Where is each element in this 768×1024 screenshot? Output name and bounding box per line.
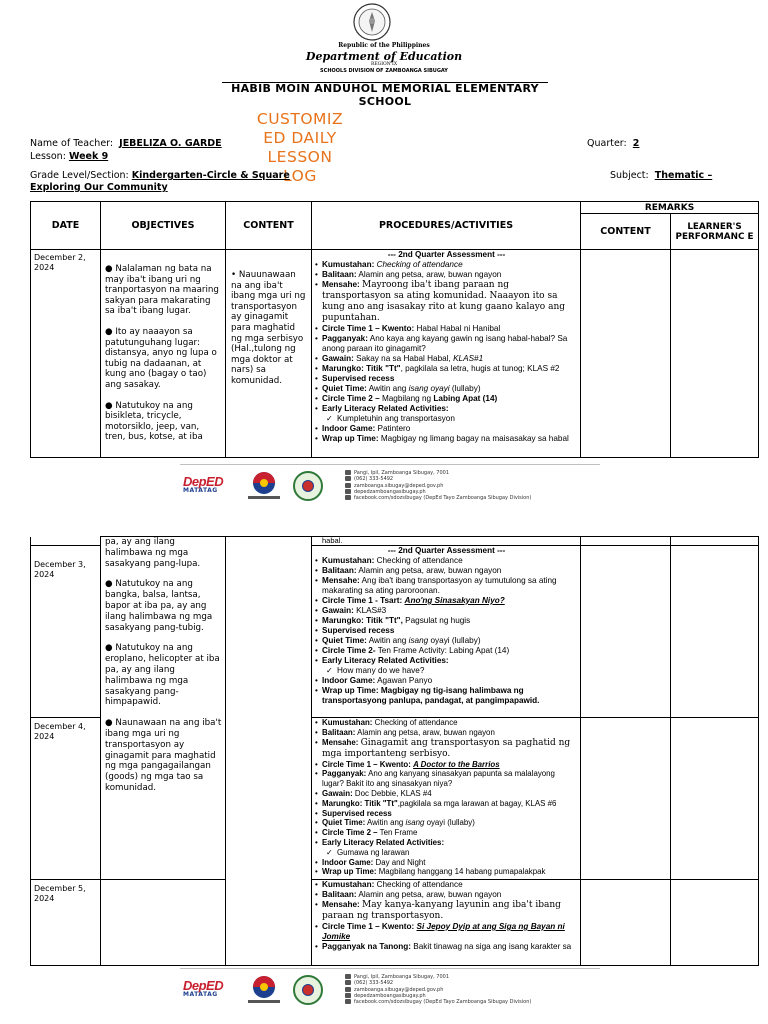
procedure-item: • Pagganyak: Ano ang kanyang sinasakyan papunta sa malalayong lugar? Bakit ito ang sinasakyan niya? xyxy=(315,769,578,789)
procedure-item: • Circle Time 1 – Kwento: Habal Habal ni Hanibal xyxy=(315,324,578,334)
procedure-item: • Wrap up Time: Magbigay ng tig-isang halimbawa ng transportasyong panlupa, pandagat, at pangimpapawid. xyxy=(315,686,578,706)
objectives-cell xyxy=(101,250,226,458)
procedure-item: • Balitaan: Alamin ang petsa, araw, buwan ngayon xyxy=(315,566,578,576)
globe-icon xyxy=(345,993,351,998)
subject-value: Thematic – xyxy=(654,170,713,181)
teacher-name: JEBELIZA O. GARDE xyxy=(119,138,222,149)
procedure-item: • Marungko: Titik "Tt",pagkilala sa mga larawan at bagay, KLAS #6 xyxy=(315,799,578,809)
procedure-item: • Kumustahan: Checking of attendance xyxy=(315,880,578,890)
lesson-week: Week 9 xyxy=(68,151,109,162)
objectives-cell-continued xyxy=(101,537,226,880)
email-icon xyxy=(345,987,351,992)
quarter-value: 2 xyxy=(632,138,640,149)
grade-row: Grade Level/Section: Kindergarten-Circle & Square xyxy=(30,170,290,181)
procedure-item: • Circle Time 2- Ten Frame Activity: Labing Apat (14) xyxy=(315,646,578,656)
page-footer xyxy=(180,464,600,506)
email-icon xyxy=(345,483,351,488)
procedure-item: • Indoor Game: Agawan Panyo xyxy=(315,676,578,686)
content-cell: • Nauunawaan na ang iba't ibang mga uri ng transportasyon ay ginagamit para maghatid ng mga serbisyo (Hal.,tulong ng mga doktor at nars) sa komunidad. xyxy=(226,250,312,458)
procedure-item: • Balitaan: Alamin ang petsa, araw, buwan ngayon xyxy=(315,728,578,738)
learner-performance-cell xyxy=(671,880,759,966)
procedure-item: • Indoor Game: Patintero xyxy=(315,424,578,434)
quarter-row: Quarter: 2 xyxy=(587,138,640,149)
procedure-item: • Pagganyak na Tanong: Bakit tinawag na siga ang isang karakter sa xyxy=(315,942,578,952)
theme-row xyxy=(30,182,168,193)
procedure-subitem: ✓ Gumawa ng larawan xyxy=(315,848,578,858)
procedure-subitem: ✓ How many do we have? xyxy=(315,666,578,676)
header-objectives: OBJECTIVES xyxy=(101,202,226,250)
phone-icon xyxy=(345,980,351,985)
objective-item: ● Nalalaman ng bata na may iba't ibang uri ng tranportasyon na maaring sakyan para makarating sa iba't ibang lugar. xyxy=(105,264,219,317)
procedure-item: • Mensahe: Mayroong iba't ibang paraan ng transportasyon sa ating komunidad. Naaayon ito sa kung ano ang isasakay rito at kung gaano kalayo ang pupuntahan. xyxy=(315,280,578,324)
learner-performance-cell xyxy=(671,718,759,880)
header-remarks: REMARKS xyxy=(581,202,759,214)
procedures-cell-day3 xyxy=(312,718,581,880)
header-content: CONTENT xyxy=(226,202,312,250)
procedure-item: • Gawain: KLAS#3 xyxy=(315,606,578,616)
division-seal-logo xyxy=(293,471,323,501)
division-label: SCHOOLS DIVISION OF ZAMBOANGA SIBUGAY xyxy=(320,68,448,74)
procedure-item: • Supervised recess xyxy=(315,626,578,636)
date-cell: December 5, 2024 xyxy=(31,880,101,966)
procedure-item: • Early Literacy Related Activities: xyxy=(315,404,578,414)
procedures-cell-day1 xyxy=(312,250,581,458)
procedure-item: • Mensahe: Ang iba't ibang transportasyon ay tumutulong sa ating makarating sa ating paroroonan. xyxy=(315,576,578,596)
lesson-log-table-page1 xyxy=(30,201,759,458)
procedure-item: • Kumustahan: Checking of attendance xyxy=(315,260,578,270)
facebook-icon xyxy=(345,495,351,500)
objective-item: pa, ay ang ilang halimbawa ng mga sasakyang pang-lupa. xyxy=(105,537,201,569)
phone-icon xyxy=(345,476,351,481)
page-footer xyxy=(180,968,600,1010)
procedure-item: • Wrap up Time: Magbigay ng limang bagay na maisasakay sa habal xyxy=(315,434,578,444)
lesson-row: Lesson: Week 9 xyxy=(30,151,109,162)
learner-performance-cell xyxy=(671,537,759,546)
content-cell-continued xyxy=(226,537,312,966)
procedure-item: • Pagganyak: Ano kaya ang kayang gawin ng isang habal-habal? Sa anong paraan ito ginagamit? xyxy=(315,334,578,354)
location-icon xyxy=(345,974,351,979)
header-procedures: PROCEDURES/ACTIVITIES xyxy=(312,202,581,250)
grade-value: Kindergarten-Circle & Square xyxy=(131,170,290,181)
procedure-subitem: ✓ Kumpletuhin ang transportasyon xyxy=(315,414,578,424)
objective-item: ● Natutukoy na ang bangka, balsa, lantsa, bapor at iba pa, ay ang ilang halimbawa ng mga sasakyang pang-tubig. xyxy=(105,579,213,633)
school-name: HABIB MOIN ANDUHOL MEMORIAL ELEMENTARY SCHOOL xyxy=(231,82,539,108)
learner-performance-cell xyxy=(671,250,759,458)
objective-item: ● Naunawaan na ang iba't ibang mga uri ng transportasyon ay ginagamit para maghatid ng mga pangagailangan (goods) ng mga tao sa komunidad. xyxy=(105,718,222,793)
deped-matatag-logo: DepED MATATAG xyxy=(183,474,224,494)
procedures-cell-day2 xyxy=(312,546,581,718)
procedure-item: • Early Literacy Related Activities: xyxy=(315,838,578,848)
subject-row: Subject: Thematic – xyxy=(610,170,713,181)
date-cell: December 2, 2024 xyxy=(31,250,101,458)
teacher-row: Name of Teacher: JEBELIZA O. GARDE xyxy=(30,138,222,149)
procedure-item: • Kumustahan: Checking of attendance xyxy=(315,718,578,728)
remarks-content-cell xyxy=(581,537,671,546)
header-learner-performance: LEARNER'S PERFORMANC E xyxy=(671,214,759,250)
objectives-cell xyxy=(101,880,226,966)
procedure-item: • Quiet Time: Awitin ang isang oyayi (lullaby) xyxy=(315,818,578,828)
learner-performance-cell xyxy=(671,546,759,718)
procedure-item: • Early Literacy Related Activities: xyxy=(315,656,578,666)
region-label: REGION IX xyxy=(370,62,398,67)
date-cell: December 4, 2024 xyxy=(31,718,101,880)
procedure-item: • Gawain: Sakay na sa Habal Habal, KLAS#1 xyxy=(315,354,578,364)
procedure-item: • Quiet Time: Awitin ang isang oyayi (lullaby) xyxy=(315,636,578,646)
date-cell-continued xyxy=(31,537,101,546)
procedure-item: • Circle Time 2 – Ten Frame xyxy=(315,828,578,838)
procedure-item: • Circle Time 1 - Tsart: Ano'ng Sinasakyan Niyo? xyxy=(315,596,578,606)
footer-contact-info: Pangi, Ipil, Zamboanga Sibugay, 7001 (062) 333-5492 zamboanga.sibugay@deped.gov.ph depedzamboangasibugay.ph facebook.com/sdozsibugay (DepEd Tayo Zamboanga Sibugay Division) xyxy=(345,470,531,501)
globe-icon xyxy=(345,489,351,494)
procedure-item: • Kumustahan: Checking of attendance xyxy=(315,556,578,566)
procedure-item: • Supervised recess xyxy=(315,809,578,819)
division-seal-logo xyxy=(293,975,323,1005)
deped-seal-icon xyxy=(340,2,404,42)
header-date: DATE xyxy=(31,202,101,250)
procedure-item: • Circle Time 2 – Magbilang ng Labing Apat (14) xyxy=(315,394,578,404)
procedures-cell-continued: habal. xyxy=(312,537,581,546)
bagong-pilipinas-logo xyxy=(242,974,286,1006)
procedure-item: • Supervised recess xyxy=(315,374,578,384)
bagong-pilipinas-logo xyxy=(242,470,286,502)
deped-matatag-logo: DepED MATATAG xyxy=(183,978,224,998)
facebook-icon xyxy=(345,999,351,1004)
procedure-item: • Balitaan: Alamin ang petsa, araw, buwan ngayon xyxy=(315,270,578,280)
procedure-item: • Balitaan: Alamin ang petsa, araw, buwan ngayon xyxy=(315,890,578,900)
header-remarks-content: CONTENT xyxy=(581,214,671,250)
assessment-heading: --- 2nd Quarter Assessment --- xyxy=(387,546,506,555)
objective-item: ● Natutukoy na ang eroplano, helicopter at iba pa, ay ang ilang halimbawa ng mga sasakyang pang-himpapawid. xyxy=(105,643,220,708)
assessment-heading: --- 2nd Quarter Assessment --- xyxy=(387,250,506,259)
procedure-item: • Quiet Time: Awitin ang isang oyayi (lullaby) xyxy=(315,384,578,394)
footer-contact-info: Pangi, Ipil, Zamboanga Sibugay, 7001 (062) 333-5492 zamboanga.sibugay@deped.gov.ph depedzamboangasibugay.ph facebook.com/sdozsibugay (DepEd Tayo Zamboanga Sibugay Division) xyxy=(345,974,531,1005)
remarks-content-cell xyxy=(581,250,671,458)
remarks-content-cell xyxy=(581,880,671,966)
procedure-item: • Circle Time 1 – Kwento: Si Jepoy Dyip at ang Siga ng Bayan ni Jomike xyxy=(315,922,578,942)
procedures-cell-day4 xyxy=(312,880,581,966)
department-label: Department of Education xyxy=(305,50,463,63)
procedure-item: • Marungko: Titik "Tt", Pagsulat ng hugis xyxy=(315,616,578,626)
procedure-item: • Indoor Game: Day and Night xyxy=(315,858,578,868)
objective-item: ● Ito ay naaayon sa patutunguhang lugar: distansya, anyo ng lupa o tubig na dadaanan, at kung ano (bagay o tao) ang sasakay. xyxy=(105,326,217,390)
theme-value: Exploring Our Community xyxy=(30,182,168,193)
objective-item: ● Natutukoy na ang bisikleta, tricycle, motorsiklo, jeep, van, tren, bus, kotse, at iba xyxy=(105,400,203,443)
remarks-content-cell xyxy=(581,546,671,718)
procedure-item: • Wrap up Time: Magbilang hanggang 14 habang pumapalakpak xyxy=(315,867,578,877)
procedure-item: • Gawain: Doc Debbie, KLAS #4 xyxy=(315,789,578,799)
cdll-title: CUSTOMIZ ED DAILY LESSON LOG xyxy=(256,110,344,185)
lesson-log-table-page2 xyxy=(30,536,759,966)
remarks-content-cell xyxy=(581,718,671,880)
procedure-item: • Circle Time 1 – Kwento: A Doctor to the Barrios xyxy=(315,760,578,770)
procedure-item: • Marungko: Titik "Tt", pagkilala sa letra, hugis at tunog; KLAS #2 xyxy=(315,364,578,374)
location-icon xyxy=(345,470,351,475)
procedure-item: • Mensahe: May kanya-kanyang layunin ang iba't ibang paraan ng transportasyon. xyxy=(315,900,578,922)
date-cell: December 3, 2024 xyxy=(31,546,101,718)
procedure-item: • Mensahe: Ginagamit ang transportasyon sa paghatid ng mga importanteng serbisyo. xyxy=(315,738,578,760)
republic-label: Republic of the Philippines xyxy=(338,42,430,49)
